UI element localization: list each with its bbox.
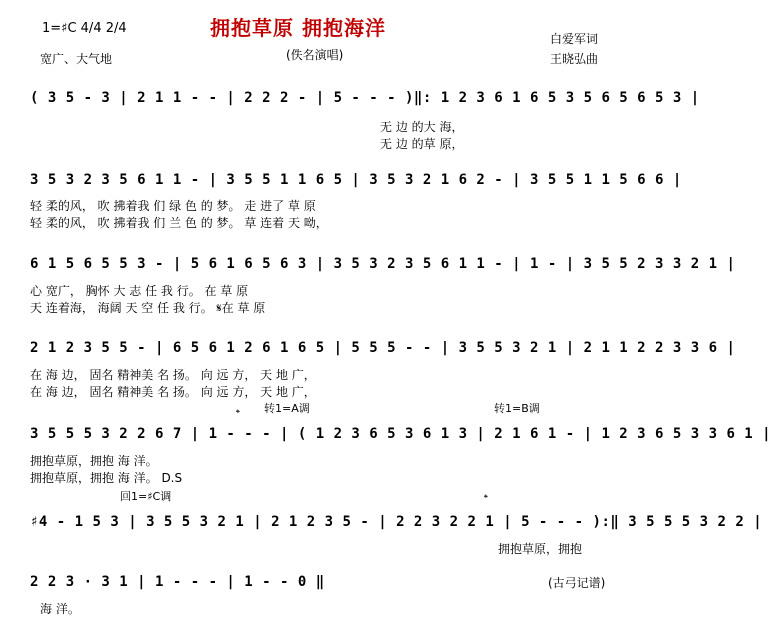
lyric-line: 海 洋。 [40,602,80,616]
singer-credit: (佚名演唱) [286,48,344,62]
modulation-mark: 回1=♯C调 [120,490,172,503]
lyric-line: 天 连着海， 海阔 天 空 任 我 行。 𝄋在 草 原 [30,301,266,315]
transcriber-credit: (古弓记谱) [548,576,606,590]
lyric-line: 拥抱草原，拥抱 [498,542,583,556]
lyric-line: 心 宽广， 胸怀 大 志 任 我 行。 在 草 原 [30,284,249,298]
key-signature: 1=♯C 4/4 2/4 [42,21,127,36]
coda-icon: 𝄌 [484,492,488,505]
tempo-marking: 宽广、大气地 [40,52,113,66]
lyric-line: 无 边 的大 海， [380,120,464,134]
staff-notes: 3 5 3 2 3 5 6 1 1 - | 3 5 5 1 1 6 5 | 3 5 3 2 1 6 2 - | 3 5 5 1 1 5 6 6 | [30,172,682,188]
modulation-mark: 转1=A调 [264,402,310,415]
staff-notes: ♯4 - 1 5 3 | 3 5 5 3 2 1 | 2 1 2 3 5 - | 2 2 3 2 2 1 | 5 - - - ):‖ 3 5 5 5 3 2 2 | [30,514,763,530]
composer-credit: 王晓弘曲 [550,52,599,66]
modulation-mark: 转1=B调 [494,402,540,415]
staff-notes: 2 2 3 · 3 1 | 1 - - - | 1 - - 0 ‖ [30,574,325,590]
staff-notes: 2 1 2 3 5 5 - | 6 5 6 1 2 6 1 6 5 | 5 5 5 - - | 3 5 5 3 2 1 | 2 1 1 2 2 3 3 6 | [30,340,736,356]
song-title: 拥抱草原 拥抱海洋 [210,16,386,40]
staff-notes: ( 3 5 - 3 | 2 1 1 - - | 2 2 2 - | 5 - - - )‖: 1 2 3 6 1 6 5 3 5 6 5 6 5 3 | [30,90,700,106]
lyricist-credit: 白爱军词 [550,32,599,46]
lyric-line: 在 海 边， 固名 精神美 名 扬。 向 远 方， 天 地 广， [30,368,316,382]
segno-icon: 𝄌 [236,407,240,420]
lyric-line: 无 边 的草 原， [380,137,464,151]
lyric-line: 轻 柔的风， 吹 拂着我 们 兰 色 的 梦。 草 连着 天 呦， [30,216,328,230]
lyric-line: 在 海 边， 固名 精神美 名 扬。 向 远 方， 天 地 广， [30,385,316,399]
staff-notes: 3 5 5 5 3 2 2 6 7 | 1 - - - | ( 1 2 3 6 5 3 6 1 3 | 2 1 6 1 - | 1 2 3 6 5 3 3 6 1 | [30,426,771,442]
lyric-line: 拥抱草原，拥抱 海 洋。 D.S [30,471,183,485]
staff-notes: 6 1 5 6 5 5 3 - | 5 6 1 6 5 6 3 | 3 5 3 2 3 5 6 1 1 - | 1 - | 3 5 5 2 3 3 2 1 | [30,256,736,272]
lyric-line: 轻 柔的风， 吹 拂着我 们 绿 色 的 梦。 走 进了 草 原 [30,199,316,213]
lyric-line: 拥抱草原，拥抱 海 洋。 [30,454,158,468]
